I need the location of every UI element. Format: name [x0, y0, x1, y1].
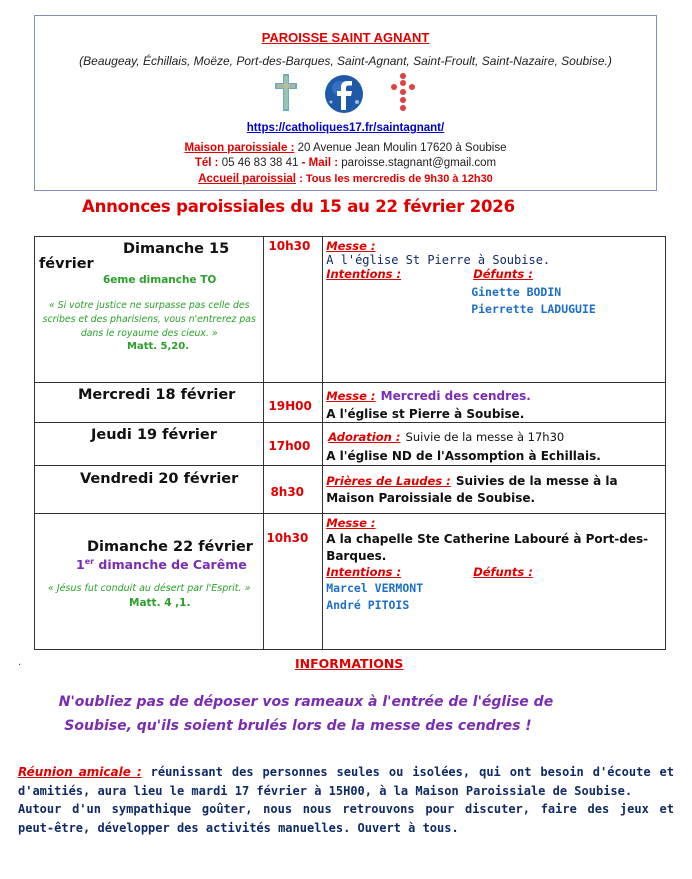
tel-label: Tél : [194, 157, 219, 169]
table-row [35, 423, 666, 466]
schedule-table [34, 236, 666, 650]
contact-line [35, 157, 656, 169]
defunts-label: Défunts : [473, 565, 533, 579]
messe-label: Messe : [326, 239, 376, 253]
day-label: Jeudi 19 février [91, 427, 217, 443]
stray-dot: . [18, 657, 22, 668]
mass-place: A la chapelle Ste Catherine Labouré à Port-des-Barques. [326, 532, 649, 563]
adoration-line [328, 426, 670, 445]
time-label: 19H00 [268, 399, 312, 413]
intentions-row [323, 267, 665, 283]
deceased-name: Pierrette LADUGUIE [471, 302, 596, 316]
liturgical-day: 1er dimanche de Carême [76, 557, 247, 573]
notice-line-2: Soubise, qu'ils soient brulés lors de la messe des cendres ! [64, 718, 532, 734]
adoration-label: Adoration : [328, 430, 401, 444]
header-box [34, 15, 657, 191]
messe-label: Messe : [326, 389, 376, 403]
detail-cell [323, 423, 666, 466]
laudes-detail: Suivies de la messe à la [455, 474, 618, 488]
day-label: Dimanche 15 [123, 241, 230, 257]
table-row [35, 466, 666, 514]
time-label: 8h30 [270, 485, 305, 499]
website-link[interactable]: https://catholiques17.fr/saintagnant/ [246, 122, 445, 134]
intentions-row [323, 565, 665, 581]
detail-cell [323, 237, 666, 383]
reunion-text-2: Autour d'un sympathique goûter, nous nous retrouvons pour discuter, faire des jeux et peut-être, développer des activités manuelles. Ouvert à tous. [18, 802, 674, 835]
liturgical-day: 6eme dimanche TO [103, 274, 217, 286]
adoration-detail: Suivie de la messe à 17h30 [405, 430, 565, 444]
reunion-text: réunissant des personnes seules ou isolées, qui ont besoin d'écoute et d'amitiés, aura lieu le mardi 17 février à 15H00, à la Maison Paroissiale de Soubise. [18, 765, 674, 798]
maison-address: 20 Avenue Jean Moulin 17620 à Soubise [297, 142, 507, 154]
time-cell [264, 237, 323, 383]
accueil-value: : Tous les mercredis de 9h30 à 12h30 [299, 173, 493, 185]
gospel-ref: Matt. 5,20. [127, 341, 190, 352]
facebook-icon[interactable] [323, 72, 365, 120]
mail-value[interactable]: paroisse.stagnant@gmail.com [341, 157, 497, 169]
gospel-ref: Matt. 4 ,1. [129, 597, 191, 610]
reunion-label: Réunion amicale : [18, 765, 142, 779]
icon-row [35, 72, 656, 120]
day-cell [35, 423, 264, 466]
tel-value[interactable]: 05 46 83 38 41 [221, 157, 299, 169]
mail-label: - Mail : [301, 157, 339, 169]
mass-place: A l'église St Pierre à Soubise. [326, 253, 551, 267]
time-cell [264, 514, 323, 650]
table-row [35, 383, 666, 423]
deceased-name: Ginette BODIN [471, 285, 562, 299]
informations-title: INFORMATIONS [295, 656, 404, 671]
accueil-line [35, 173, 656, 185]
laudes-detail-cont: Maison Paroissiale de Soubise. [326, 491, 536, 505]
notice-line-1: N'oubliez pas de déposer vos rameaux à l'entrée de l'église de [58, 694, 554, 710]
time-label: 10h30 [268, 239, 311, 253]
detail-cell [323, 466, 666, 514]
detail-cell [323, 514, 666, 650]
accueil-label: Accueil paroissial [198, 173, 296, 185]
page-title: Annonces paroissiales du 15 au 22 février 2026 [82, 197, 515, 216]
day-cell [35, 514, 264, 650]
gospel-quote: « Jésus fut conduit au désert par l'Esprit. » [48, 583, 251, 595]
table-row [35, 514, 666, 650]
villages-list: (Beaugeay, Échillais, Moëze, Port-des-Barques, Saint-Agnant, Saint-Froult, Saint-Nazaire, Soubise.) [79, 54, 612, 68]
day-cell [35, 237, 264, 383]
messe-line [326, 385, 668, 404]
laudes-label: Prières de Laudes : [326, 474, 451, 488]
deceased-name: André PITOIS [326, 598, 410, 612]
maison-label: Maison paroissiale : [184, 142, 295, 154]
table-row [35, 237, 666, 383]
mass-place: A l'église st Pierre à Soubise. [326, 407, 525, 421]
day-label: Mercredi 18 février [78, 387, 236, 403]
day-label: Vendredi 20 février [80, 471, 239, 487]
parish-name: PAROISSE SAINT AGNANT [261, 30, 430, 45]
red-cross-icon [388, 72, 418, 116]
day-label: Dimanche 22 février [87, 539, 253, 555]
day-label-cont: février [39, 256, 94, 272]
time-label: 17h00 [268, 439, 311, 453]
event-name: Mercredi des cendres. [380, 389, 531, 403]
intentions-label: Intentions : [326, 267, 402, 281]
day-cell [35, 466, 264, 514]
maison-line [35, 142, 656, 154]
deceased-name: Marcel VERMONT [326, 581, 424, 595]
reunion-paragraph [18, 763, 674, 837]
intentions-label: Intentions : [326, 565, 402, 579]
messe-label: Messe : [326, 516, 376, 530]
day-cell [35, 383, 264, 423]
time-label: 10h30 [266, 531, 309, 545]
laudes-line [326, 470, 668, 489]
detail-cell [323, 383, 666, 423]
cross-icon [273, 72, 299, 116]
mass-place: A l'église ND de l'Assomption à Echillais. [326, 449, 601, 463]
gospel-quote: « Si votre justice ne surpasse pas celle des scribes et des pharisiens, vous n'entrerez pas dans le royaume des cieux. » [42, 300, 256, 339]
defunts-label: Défunts : [473, 267, 533, 281]
